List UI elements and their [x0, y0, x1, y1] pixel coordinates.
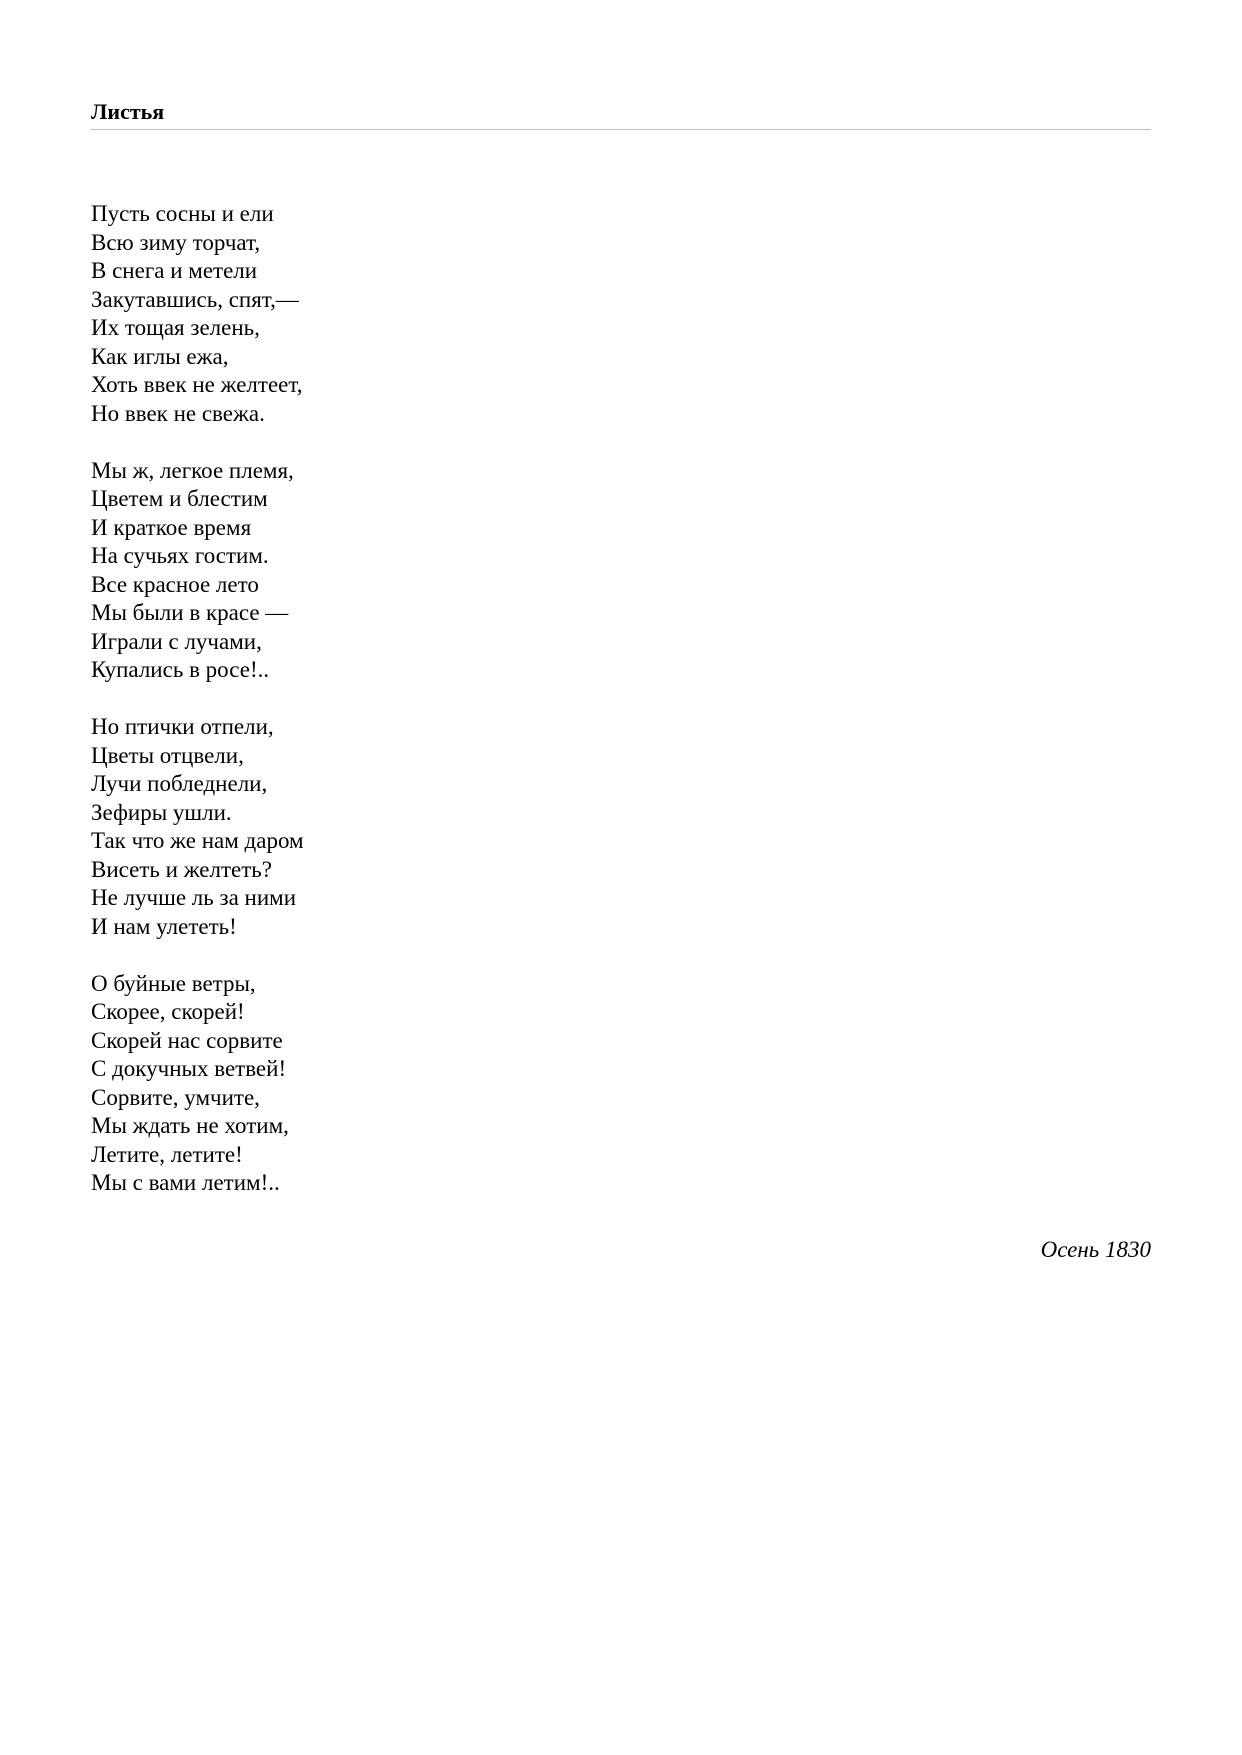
- poem-line: И нам улететь!: [91, 913, 237, 939]
- poem-line: Мы были в красе —: [91, 600, 289, 625]
- poem-line: Лучи побледнели,: [91, 771, 268, 796]
- stanza-3: [91, 713, 691, 941]
- poem-line: Зефиры ушли.: [91, 799, 232, 825]
- poem-line: Все красное лето: [91, 571, 259, 597]
- poem-line: Их тощая зелень,: [91, 315, 260, 340]
- poem-line: И краткое время: [91, 514, 252, 540]
- poem-line: Висеть и желтеть?: [91, 856, 272, 882]
- poem-line: В снега и метели: [91, 258, 258, 283]
- poem-line: Так что же нам даром: [91, 828, 304, 853]
- poem-line: С докучных ветвей!: [91, 1056, 287, 1081]
- poem-line: Летите, летите!: [91, 1141, 243, 1167]
- poem-title: Листья: [91, 99, 165, 124]
- poem-line: Скорей нас сорвите: [91, 1027, 283, 1053]
- poem-line: Цветем и блестим: [91, 486, 268, 511]
- poem-line: Играли с лучами,: [91, 628, 262, 654]
- poem-line: Мы ждать не хотим,: [91, 1113, 289, 1138]
- poem-line: Пусть сосны и ели: [91, 201, 274, 226]
- poem-line: Хоть ввек не желтеет,: [91, 372, 303, 397]
- poem-line: Всю зиму торчат,: [91, 229, 261, 255]
- poem-line: Не лучше ль за ними: [91, 885, 297, 910]
- poem-line: Закутавшись, спят,—: [91, 286, 299, 312]
- poem-line: Скорее, скорей!: [91, 999, 245, 1024]
- poem-line: О буйные ветры,: [91, 970, 256, 996]
- poem-line: Мы ж, легкое племя,: [91, 457, 294, 483]
- poem-line: Как иглы ежа,: [91, 343, 229, 369]
- stanza-4: [91, 970, 691, 1198]
- poem-line: На сучьях гостим.: [91, 543, 269, 568]
- poem-line: Мы с вами летим!..: [91, 1170, 280, 1195]
- stanza-2: [91, 457, 691, 685]
- poem-date: Осень 1830: [1040, 1237, 1151, 1262]
- stanza-1: [91, 200, 691, 428]
- poem-body: [91, 200, 691, 1226]
- poem-line: Но птички отпели,: [91, 714, 274, 739]
- poem-line: Сорвите, умчите,: [91, 1084, 260, 1110]
- poem-line: Цветы отцвели,: [91, 742, 244, 768]
- poem-line: Купались в росе!..: [91, 657, 270, 682]
- title-divider: [91, 129, 1151, 130]
- poem-line: Но ввек не свежа.: [91, 400, 265, 426]
